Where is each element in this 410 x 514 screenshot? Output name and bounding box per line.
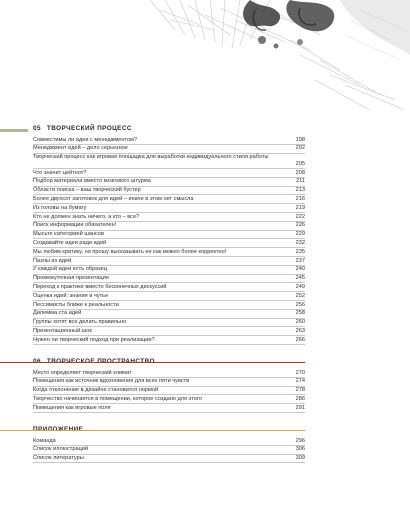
- section-05-entries: [33, 136, 305, 345]
- section-05-number: 05: [33, 125, 41, 132]
- toc-entry: Поиск информации обязателен! 226: [33, 222, 305, 231]
- toc-entry: Менеджмент идей – дело серьезное 202: [33, 145, 305, 154]
- toc-entry: Создавайте идеи ради идей 232: [33, 239, 305, 248]
- toc-entry: Переход к практике вместо бесконечных дискуссий 249: [33, 283, 305, 292]
- toc-entry: Помещения как игровые поля 291: [33, 404, 305, 413]
- toc-entry: Творческий процесс как игровая площадка для выработки индивидуального стиля работы 205: [33, 154, 305, 169]
- toc-entry: Когда отклонение в дизайне становится нормой 278: [33, 387, 305, 396]
- table-of-contents: [33, 122, 305, 463]
- toc-entry: Место определяет творческий климат 270: [33, 369, 305, 378]
- toc-entry: Мы любим критику, но прошу высказывать ее как можно более корректно! 235: [33, 248, 305, 257]
- toc-entry: Список иллюстраций 306: [33, 446, 305, 455]
- ink-illustration: [0, 0, 410, 120]
- ink-splash-graphic: [0, 0, 410, 120]
- toc-entry: Оценка идей: знания и чутье 252: [33, 292, 305, 301]
- section-spacer: [33, 345, 305, 355]
- section-05-accent-bar: [0, 129, 28, 132]
- toc-entry: Подбор материала вместо мозгового штурма 211: [33, 178, 305, 187]
- toc-entry: Нужен ли творческий подход при реализации? 266: [33, 336, 305, 345]
- toc-entry: Области поиска – ваш творческий бустер 213: [33, 187, 305, 196]
- toc-entry: Помещения как источник вдохновения для всех пяти чувств 274: [33, 378, 305, 387]
- toc-entry: Дилемма ста идей 258: [33, 310, 305, 319]
- toc-entry: Творчество начинается в помещении, которое создано для этого 286: [33, 395, 305, 404]
- section-06-accent-rule: [0, 362, 305, 363]
- toc-entry: Список литературы 309: [33, 455, 305, 464]
- toc-entry: Пессимисты ближе к реальности 256: [33, 301, 305, 310]
- toc-entry: Более двухсот заготовок для идей – иначе в этом нет смысла 216: [33, 195, 305, 204]
- toc-entry: Презентационный шок 263: [33, 327, 305, 336]
- section-spacer: [33, 413, 305, 423]
- toc-entry: Пазлы из идей 237: [33, 257, 305, 266]
- toc-entry: Что значит цейтнот? 208: [33, 169, 305, 178]
- section-05-title: ТВОРЧЕСКИЙ ПРОЦЕСС: [46, 125, 132, 132]
- appendix-entries: [33, 437, 305, 463]
- appendix-accent-rule: [0, 430, 305, 431]
- toc-entry: Совместимы ли идеи с менеджментом? 198: [33, 136, 305, 145]
- section-appendix: [33, 423, 305, 463]
- section-06: [33, 355, 305, 413]
- toc-entry: У каждой идеи есть образец 240: [33, 266, 305, 275]
- toc-entry: Команда 296: [33, 437, 305, 446]
- toc-entry: Промежуточная презентация 245: [33, 275, 305, 284]
- toc-entry: Кто не должен знать ничего, а кто – все? 222: [33, 213, 305, 222]
- section-05: [33, 122, 305, 345]
- toc-entry: Мысьте категорией шансов 229: [33, 231, 305, 240]
- toc-entry: Группы хотят все делать правильно 260: [33, 319, 305, 328]
- section-05-heading: [33, 122, 305, 136]
- toc-entry: Из головы на бумагу 219: [33, 204, 305, 213]
- section-06-entries: [33, 369, 305, 413]
